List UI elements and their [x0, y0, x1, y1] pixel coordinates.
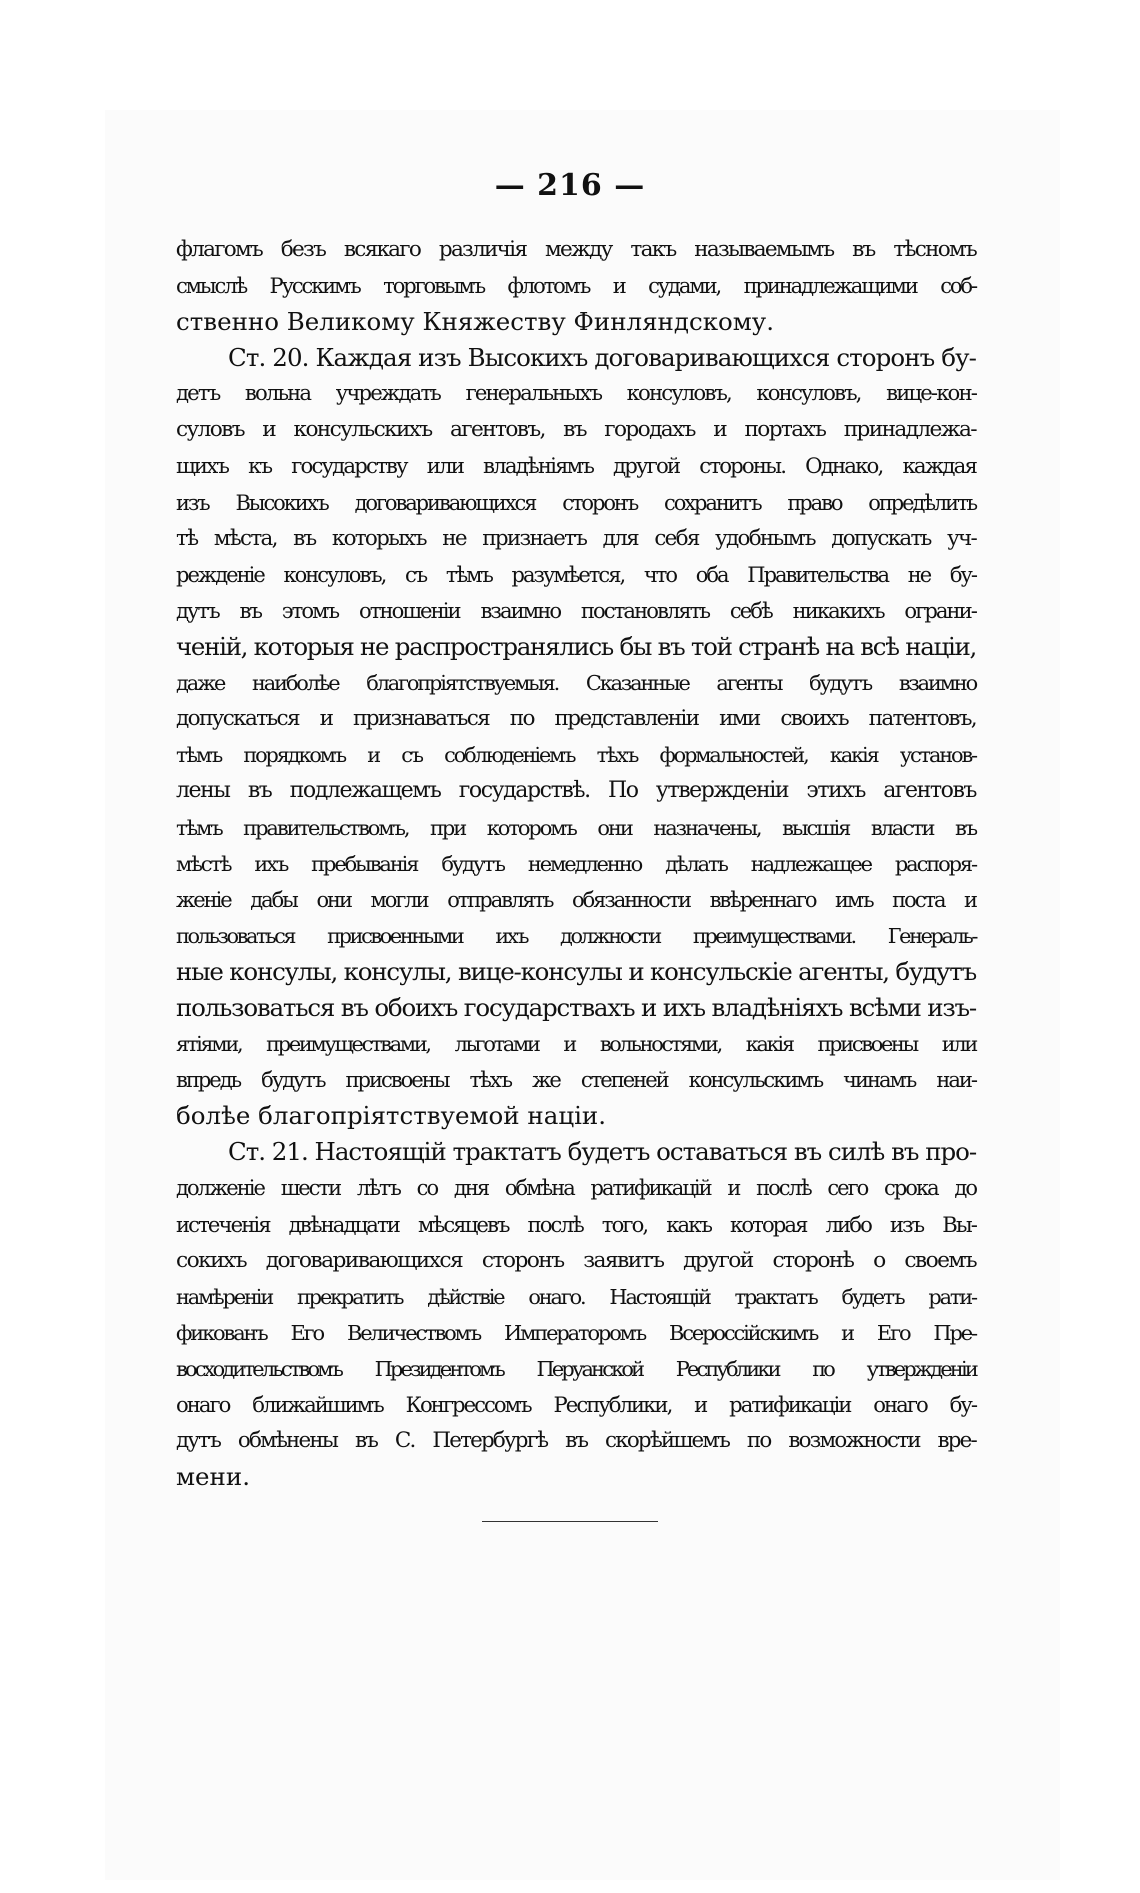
article-21-heading-line: Ст. 21. Настоящій трактатъ будетъ оставаться въ силѣ въ про- [228, 1137, 977, 1167]
text-line: долженіе шести лѣтъ со дня обмѣна ратификацій и послѣ сего срока до [176, 1176, 976, 1201]
text-line: щихъ къ государству или владѣніямъ другой стороны. Однако, каждая [176, 453, 976, 479]
text-line: изъ Высокихъ договаривающихся сторонъ сохранитъ право опредѣлить [176, 490, 976, 515]
text-line: флагомъ безъ всякаго различія между такъ называемымъ въ тѣсномъ [176, 237, 976, 262]
article-20-heading-line: Ст. 20. Каждая изъ Высокихъ договаривающихся сторонъ бу- [228, 343, 976, 373]
text-line: ченій, которыя не распространялись бы въ той странѣ на всѣ націи, [176, 632, 976, 662]
page-number: — 216 — [494, 168, 646, 203]
text-line: допускаться и признаваться по представленіи ими своихъ патентовъ, [176, 706, 976, 732]
text-line: смыслѣ Русскимъ торговымъ флотомъ и судами, принадлежащими соб- [176, 273, 976, 299]
text-line: впредь будутъ присвоены тѣхъ же степеней консульскимъ чинамъ наи- [176, 1067, 976, 1093]
text-line: ственно Великому Княжеству Финляндскому. [176, 307, 775, 337]
text-line: ные консулы, консулы, вице-консулы и консульскіе агенты, будутъ [176, 956, 976, 986]
text-line: истеченія двѣнадцати мѣсяцевъ послѣ того, какъ которая либо изъ Вы- [176, 1211, 976, 1237]
text-line: лены въ подлежащемъ государствѣ. По утвержденіи этихъ агентовъ [176, 778, 976, 804]
body-text [176, 232, 976, 1495]
text-line: тѣмъ порядкомъ и съ соблюденіемъ тѣхъ формальностей, какія установ- [176, 743, 976, 768]
text-line: женіе дабы они могли отправлять обязанности ввѣреннаго имъ поста и [176, 887, 976, 912]
text-line: детъ вольна учреждать генеральныхъ консуловъ, консуловъ, вице-кон- [176, 381, 976, 407]
text-line: онаго ближайшимъ Конгрессомъ Республики, и ратификаціи онаго бу- [176, 1392, 976, 1417]
text-line: суловъ и консульскихъ агентовъ, въ городахъ и портахъ принадлежа- [176, 417, 976, 443]
text-line: пользоваться въ обоихъ государствахъ и ихъ владѣніяхъ всѣми изъ- [176, 992, 976, 1022]
text-line: мѣстѣ ихъ пребыванія будутъ немедленно дѣлать надлежащее распоря- [176, 851, 976, 876]
text-line: намѣреніи прекратить дѣйствіе онаго. Настоящій трактатъ будетъ рати- [176, 1284, 976, 1309]
end-divider-rule [482, 1521, 658, 1522]
text-line: ятіями, преимуществами, льготами и вольностями, какія присвоены или [176, 1032, 976, 1057]
text-line: болѣе благопріятствуемой націи. [176, 1101, 607, 1131]
text-line: даже наиболѣе благопріятствуемыя. Сказанные агенты будутъ взаимно [176, 671, 976, 696]
text-line: дутъ обмѣнены въ С. Петербургѣ въ скорѣйшемъ по возможности вре- [176, 1428, 976, 1454]
text-line: режденіе консуловъ, съ тѣмъ разумѣется, что оба Правительства не бу- [176, 562, 976, 587]
text-line: восходительствомъ Президентомъ Перуанской Республики по утвержденіи [176, 1356, 976, 1381]
text-line: фикованъ Его Величествомъ Императоромъ Всероссійскимъ и Его Пре- [176, 1320, 976, 1345]
text-line: тѣмъ правительствомъ, при которомъ они назначены, высшія власти въ [176, 815, 976, 840]
text-line: дутъ въ этомъ отношеніи взаимно постановлять себѣ никакихъ ограни- [176, 597, 976, 623]
text-line: мени. [176, 1462, 251, 1492]
text-line: тѣ мѣста, въ которыхъ не признаетъ для себя удобнымъ допускать уч- [176, 525, 976, 551]
text-line: сокихъ договаривающихся сторонъ заявитъ другой сторонѣ о своемъ [176, 1247, 976, 1273]
text-line: пользоваться присвоенными ихъ должности преимуществами. Генераль- [176, 923, 976, 948]
